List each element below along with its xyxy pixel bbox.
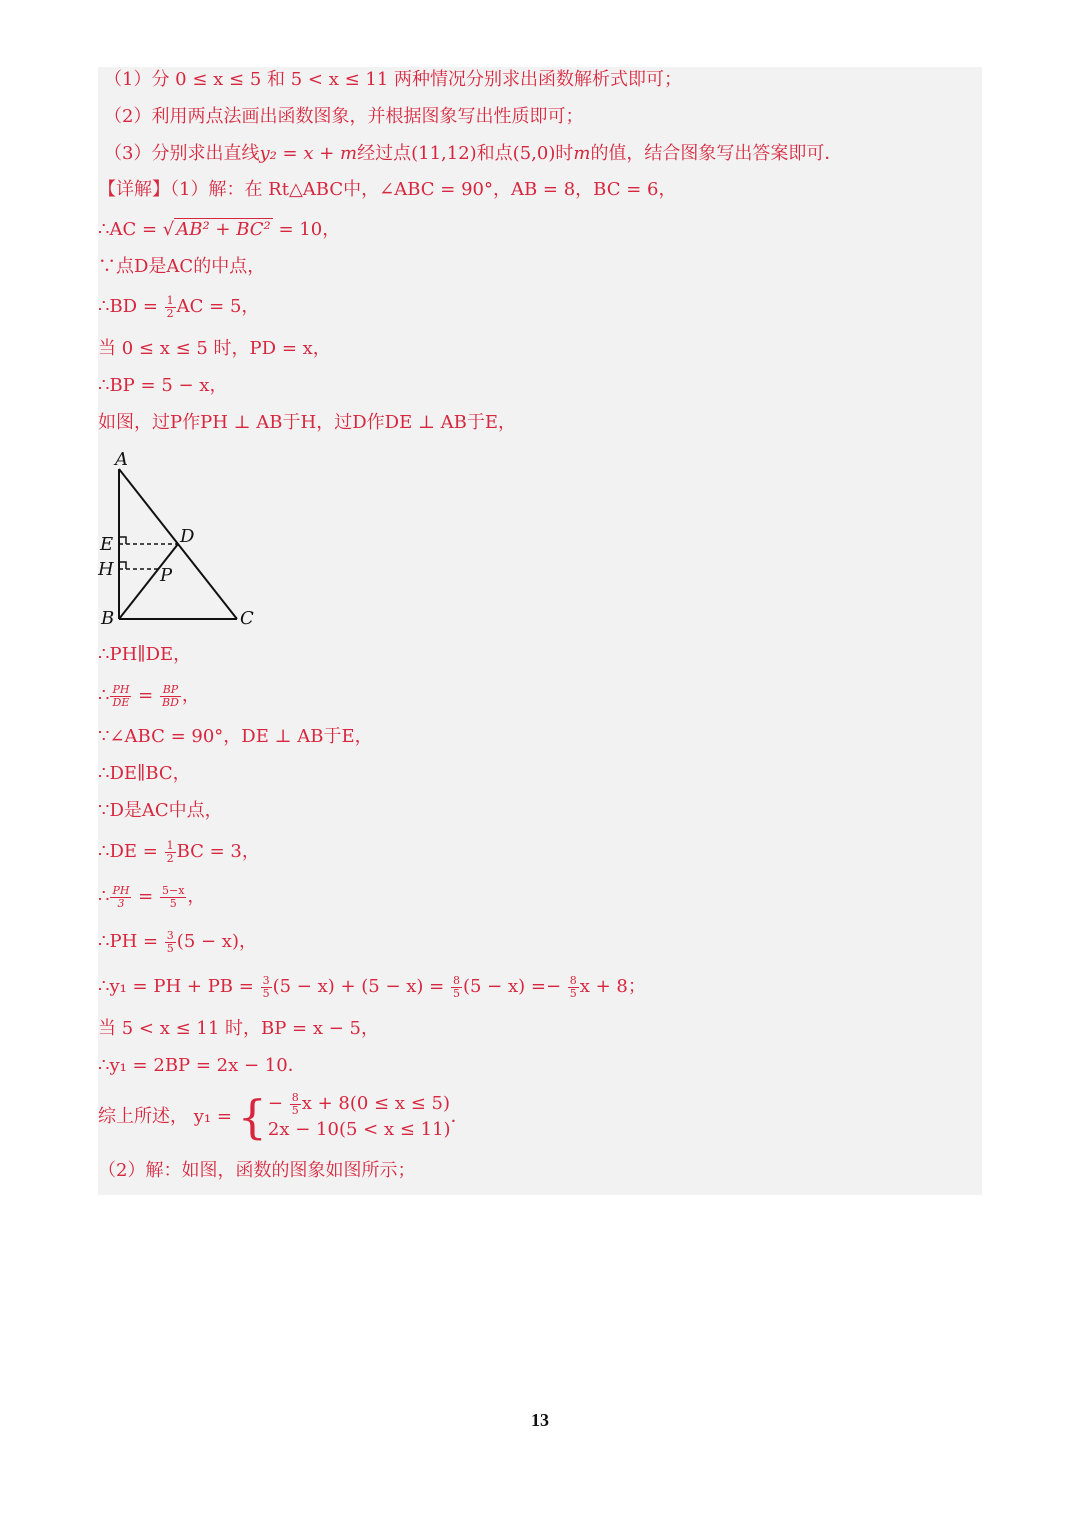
proof-8-lead: ∴PH = bbox=[98, 931, 164, 952]
right-angle-mark-e bbox=[119, 537, 126, 544]
proof-line-5: ∵D是AC中点， bbox=[98, 800, 223, 821]
hint-line-2: （2）利用两点法画出函数图象，并根据图象写出性质即可； bbox=[104, 106, 584, 127]
frac-num: 5−x bbox=[161, 883, 185, 897]
page-number: 13 bbox=[531, 1410, 549, 1430]
frac-den: 2 bbox=[166, 306, 174, 320]
frac-num: 1 bbox=[166, 293, 174, 307]
fraction-three-fifths bbox=[165, 930, 176, 955]
answer-sheet bbox=[98, 67, 982, 1195]
proof-line-10: 当 5 < x ≤ 11 时，BP = x − 5， bbox=[98, 1018, 379, 1039]
proof-line-6 bbox=[98, 839, 260, 865]
label-b: B bbox=[101, 608, 115, 629]
detail-l2-tail: = 10， bbox=[272, 219, 341, 240]
case-1 bbox=[268, 1091, 451, 1117]
frac-den: 3 bbox=[117, 896, 125, 910]
detail-line-3: ∵点D是AC的中点， bbox=[98, 256, 266, 277]
frac-num: 3 bbox=[166, 928, 174, 942]
proof-line-1: ∴PH∥DE， bbox=[98, 644, 192, 665]
equals-sign: = bbox=[132, 886, 159, 907]
proof-line-2 bbox=[98, 683, 200, 709]
label-h: H bbox=[98, 559, 114, 580]
detail-line-1 bbox=[98, 177, 677, 203]
hint-3-part-e: 的值，结合图象写出答案即可． bbox=[590, 143, 843, 164]
frac-num: PH bbox=[112, 682, 130, 696]
proof-9-lead: ∴y₁ = PH + PB = bbox=[98, 976, 260, 997]
detail-line-5: 当 0 ≤ x ≤ 5 时，PD = x， bbox=[98, 338, 331, 359]
proof-line-7 bbox=[98, 884, 205, 910]
proof-line-12 bbox=[98, 1091, 469, 1143]
hint-3-part-c: 经过点(11,12)和点(5,0)时 bbox=[357, 143, 574, 164]
proof-line-11: ∴y₁ = 2BP = 2x − 10． bbox=[98, 1055, 306, 1076]
frac-num: 3 bbox=[262, 973, 270, 987]
left-brace: { bbox=[237, 1090, 267, 1144]
proof-7-lead: ∴ bbox=[98, 886, 110, 907]
frac-den: BD bbox=[161, 695, 179, 709]
proof-line-9 bbox=[98, 974, 646, 1000]
proof-12-lead: 综上所述， y₁ = bbox=[98, 1106, 238, 1127]
frac-num: 8 bbox=[569, 973, 577, 987]
hint-3-part-a: （3）分别求出直线 bbox=[104, 143, 260, 164]
piecewise-function bbox=[238, 1091, 451, 1143]
frac-num: BP bbox=[160, 684, 181, 697]
detail-line-4 bbox=[98, 294, 259, 320]
proof-6-tail: BC = 3， bbox=[176, 841, 260, 862]
label-c: C bbox=[240, 608, 254, 629]
label-a: A bbox=[115, 449, 128, 470]
case-1-tail: x + 8(0 ≤ x ≤ 5) bbox=[301, 1093, 451, 1114]
frac-den: 5 bbox=[166, 941, 174, 955]
proof-9-mid-2: (5 − x) =− bbox=[462, 976, 567, 997]
fraction-eight-fifths bbox=[568, 975, 579, 1000]
detail-l1-text: （1）解：在 Rt△ABC中，∠ABC = 90°，AB = 8，BC = 6， bbox=[170, 179, 677, 200]
frac-den: 5 bbox=[569, 986, 577, 1000]
proof-line-13: （2）解：如图，函数的图象如图所示； bbox=[98, 1160, 416, 1181]
detail-line-6: ∴BP = 5 − x， bbox=[98, 375, 228, 396]
triangle-figure bbox=[98, 449, 278, 629]
frac-den: DE bbox=[112, 695, 130, 709]
fraction-ph-de bbox=[110, 684, 131, 709]
detail-line-7: 如图，过P作PH ⊥ AB于H，过D作DE ⊥ AB于E， bbox=[98, 412, 516, 433]
frac-num: 1 bbox=[166, 838, 174, 852]
proof-2-lead: ∴ bbox=[98, 685, 110, 706]
frac-den: 5 bbox=[262, 986, 270, 1000]
piecewise-cases bbox=[268, 1091, 451, 1143]
fraction-ph-3 bbox=[110, 885, 131, 910]
hint-3-var-m: m bbox=[573, 143, 591, 164]
equals-sign: = bbox=[132, 685, 159, 706]
proof-8-tail: (5 − x)， bbox=[176, 931, 257, 952]
proof-line-3: ∵∠ABC = 90°，DE ⊥ AB于E， bbox=[98, 726, 373, 747]
right-angle-mark-h bbox=[119, 562, 126, 569]
frac-num: PH bbox=[112, 883, 130, 897]
fraction-eight-fifths bbox=[451, 975, 462, 1000]
fraction-one-half bbox=[165, 295, 176, 320]
proof-6-lead: ∴DE = bbox=[98, 841, 164, 862]
frac-den: 5 bbox=[291, 1103, 299, 1117]
proof-2-end: ， bbox=[181, 685, 200, 706]
sqrt-radicand: AB² + BC² bbox=[176, 219, 271, 240]
label-p: P bbox=[160, 565, 173, 586]
proof-7-end: ， bbox=[187, 886, 206, 907]
label-e: E bbox=[100, 534, 114, 555]
frac-den: 5 bbox=[452, 986, 460, 1000]
case-2: 2x − 10(5 < x ≤ 11) bbox=[267, 1119, 451, 1140]
proof-line-4: ∴DE∥BC， bbox=[98, 763, 191, 784]
detail-l2-lead: ∴AC = bbox=[98, 219, 163, 240]
hint-line-3 bbox=[104, 141, 842, 167]
hint-3-line-eq: y₂ = x + m bbox=[259, 143, 358, 164]
proof-12-end: ． bbox=[450, 1106, 469, 1127]
detail-line-2: ∴AC = √ AB² + BC² = 10， bbox=[98, 219, 341, 240]
frac-den: 5 bbox=[169, 896, 177, 910]
frac-den: 2 bbox=[166, 851, 174, 865]
detail-l4-lead: ∴BD = bbox=[98, 296, 164, 317]
proof-line-8 bbox=[98, 929, 257, 955]
frac-num: 8 bbox=[291, 1090, 299, 1104]
case-1-lead: − bbox=[267, 1093, 289, 1114]
proof-9-tail: x + 8； bbox=[579, 976, 646, 997]
label-d: D bbox=[180, 526, 195, 547]
frac-num: 8 bbox=[452, 973, 460, 987]
fraction-three-fifths bbox=[261, 975, 272, 1000]
fraction-5-minus-x bbox=[160, 885, 186, 910]
fraction-one-half bbox=[165, 840, 176, 865]
detail-l4-tail: AC = 5， bbox=[176, 296, 260, 317]
detail-heading: 【详解】 bbox=[98, 179, 170, 200]
fraction-eight-fifths bbox=[290, 1092, 301, 1117]
fraction-bp-bd bbox=[160, 684, 181, 709]
hint-line-1: （1）分 0 ≤ x ≤ 5 和 5 < x ≤ 11 两种情况分别求出函数解析式即可； bbox=[104, 69, 683, 90]
proof-9-mid-1: (5 − x) + (5 − x) = bbox=[272, 976, 450, 997]
